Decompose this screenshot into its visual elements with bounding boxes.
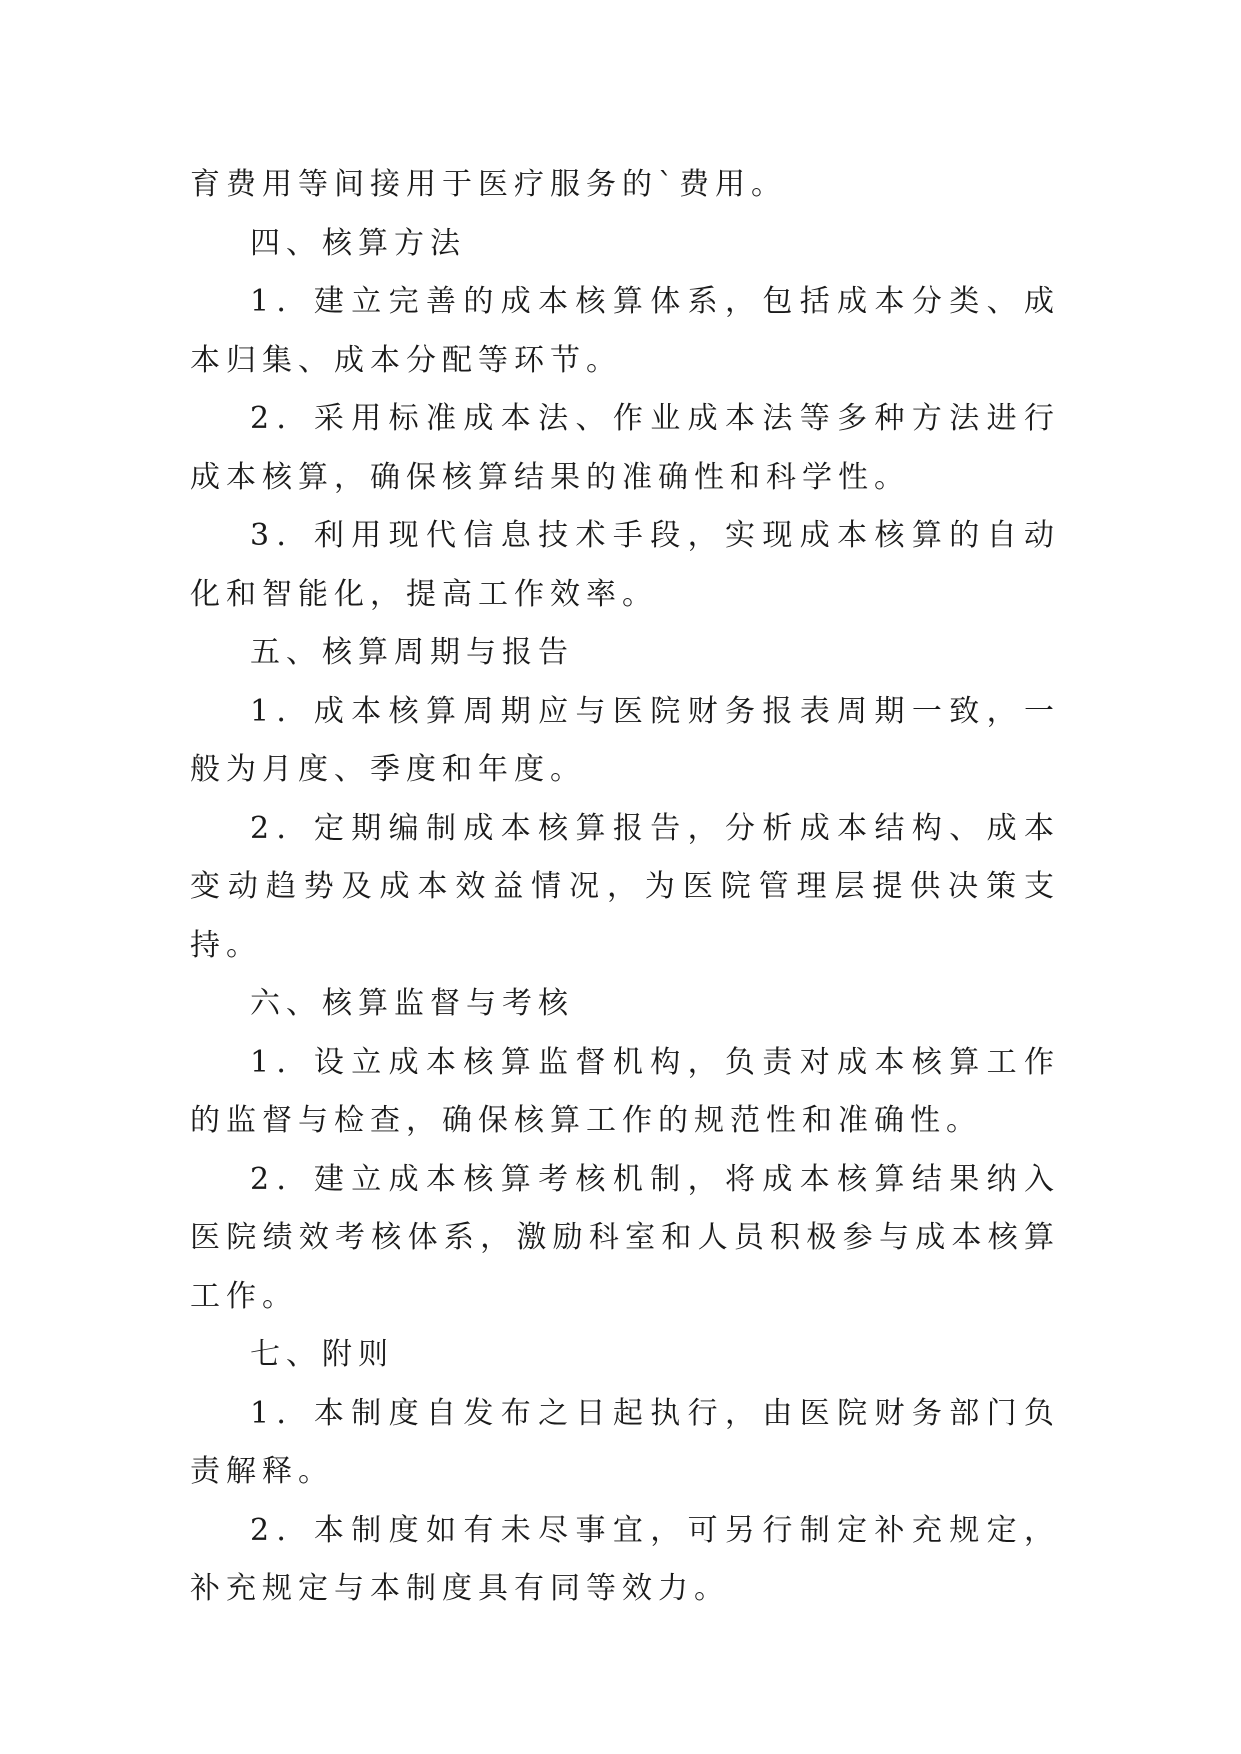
paragraph: 1．成本核算周期应与医院财务报表周期一致，一般为月度、季度和年度。	[190, 693, 1060, 787]
paragraph: 2．采用标准成本法、作业成本法等多种方法进行成本核算，确保核算结果的准确性和科学性。	[190, 401, 1060, 495]
paragraph: 2．本制度如有未尽事宜，可另行制定补充规定，补充规定与本制度具有同等效力。	[190, 1512, 1060, 1606]
section-heading-supplementary: 七、附则	[250, 1337, 394, 1372]
paragraph: 1．建立完善的成本核算体系，包括成本分类、成本归集、成本分配等环节。	[190, 284, 1060, 378]
paragraph-continuation: 育费用等间接用于医疗服务的`费用。	[190, 167, 787, 202]
paragraph: 2．定期编制成本核算报告，分析成本结构、成本变动趋势及成本效益情况，为医院管理层提供决策支持。	[190, 810, 1060, 963]
paragraph: 2．建立成本核算考核机制，将成本核算结果纳入医院绩效考核体系，激励科室和人员积极参与成本核算工作。	[190, 1161, 1060, 1314]
paragraph: 1．设立成本核算监督机构，负责对成本核算工作的监督与检查，确保核算工作的规范性和准确性。	[190, 1044, 1060, 1138]
section-heading-accounting-period: 五、核算周期与报告	[250, 635, 574, 670]
section-heading-accounting-methods: 四、核算方法	[250, 225, 466, 261]
document-body	[190, 156, 1060, 1619]
paragraph: 3．利用现代信息技术手段，实现成本核算的自动化和智能化，提高工作效率。	[190, 518, 1060, 612]
paragraph: 1．本制度自发布之日起执行，由医院财务部门负责解释。	[190, 1395, 1060, 1489]
section-heading-supervision: 六、核算监督与考核	[250, 986, 574, 1021]
